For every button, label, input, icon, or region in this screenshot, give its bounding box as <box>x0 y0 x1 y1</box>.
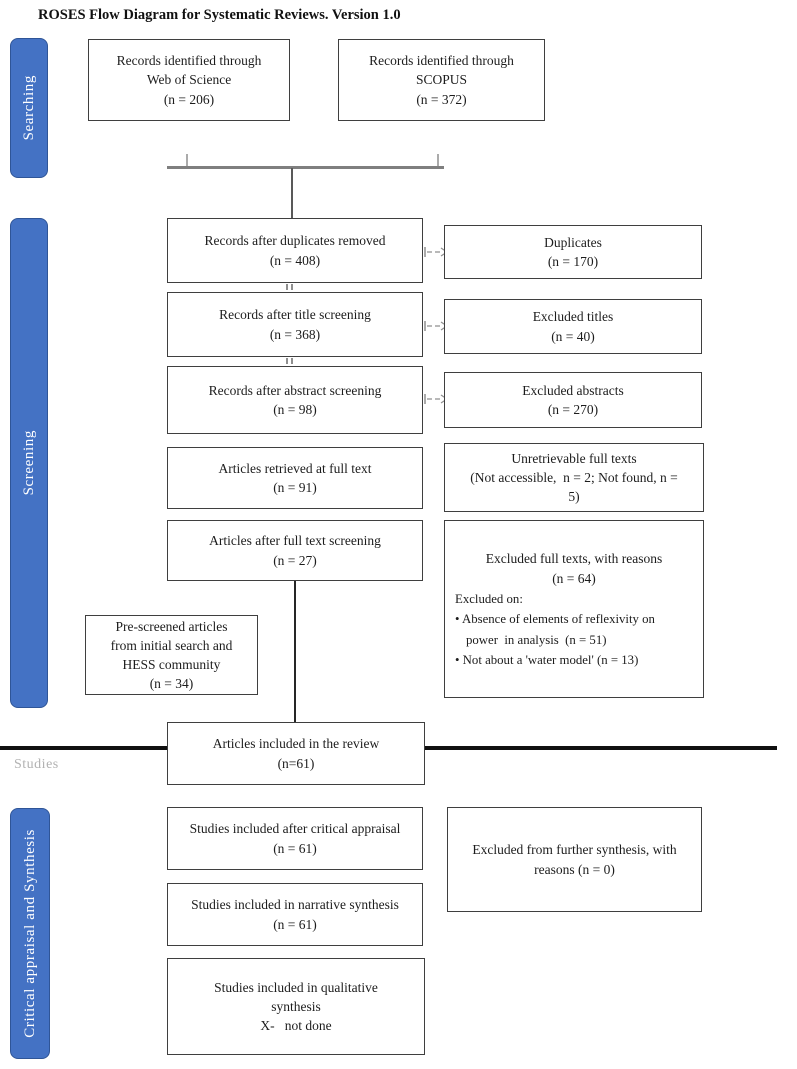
box-line: (n = 40) <box>551 328 595 344</box>
box-line: (Not accessible, n = 2; Not found, n = <box>470 469 678 485</box>
box-line: Excluded full texts, with reasons <box>485 551 663 567</box>
box-line: (n = 64) <box>552 570 596 586</box>
stage-bar-searching <box>10 38 48 178</box>
box-line: • Not about a 'water model' (n = 13) <box>455 652 639 667</box>
box-line: synthesis <box>271 998 321 1014</box>
box-line: Records identified through <box>116 53 262 69</box>
box-line: Articles included in the review <box>212 736 380 752</box>
box-line: Unretrievable full texts <box>511 450 637 466</box>
box-line: Excluded on: <box>455 592 523 607</box>
box-duplicates-removed <box>167 218 423 283</box>
box-line: Web of Science <box>146 72 232 88</box>
box-line: (n = 372) <box>416 91 467 107</box>
box-line: (n = 368) <box>269 326 321 342</box>
box-excluded-abstracts <box>444 372 702 428</box>
box-line: (n = 27) <box>273 552 317 568</box>
box-abstract-screening <box>167 366 423 434</box>
box-line: X- not done <box>260 1018 332 1034</box>
box-duplicates <box>444 225 702 279</box>
page-title: ROSES Flow Diagram for Systematic Reviews. Version 1.0 <box>38 7 401 23</box>
box-web-of-science <box>88 39 290 121</box>
box-line: Records after title screening <box>219 307 371 323</box>
stage-label-studies: Studies <box>14 757 59 772</box>
box-line: Excluded titles <box>532 309 614 325</box>
box-line: (n = 270) <box>547 402 599 417</box>
box-line: Articles after full text screening <box>209 533 381 549</box>
box-line: power in analysis (n = 51) <box>466 632 607 647</box>
box-line: (n = 98) <box>273 402 317 417</box>
box-line: (n=61) <box>277 755 315 771</box>
box-line: Pre-screened articles <box>115 618 228 634</box>
stage-label-screening: Screening <box>20 430 37 496</box>
box-line: (n = 170) <box>547 254 599 269</box>
box-excluded-titles <box>444 299 702 354</box>
box-line: Records after abstract screening <box>208 382 382 398</box>
box-line: (n = 34) <box>149 676 194 692</box>
box-excluded-full-texts <box>444 520 704 698</box>
box-line: Studies included after critical appraisal <box>189 821 401 837</box>
section-divider-right <box>425 746 777 750</box>
box-line: Articles retrieved at full text <box>218 460 372 476</box>
box-line: (n = 61) <box>273 916 317 932</box>
section-divider-left <box>0 746 167 750</box>
box-line: (n = 408) <box>269 252 321 268</box>
box-line: Duplicates <box>544 234 602 250</box>
box-narrative-synthesis <box>167 883 423 946</box>
box-full-text-retrieved <box>167 447 423 509</box>
box-line: • Absence of elements of reflexivity on <box>455 612 655 627</box>
stage-label-searching: Searching <box>20 75 37 141</box>
stage-bar-critical-appraisal <box>10 808 50 1059</box>
box-line: 5) <box>568 489 580 505</box>
box-full-text-screening <box>167 520 423 581</box>
broken-connector-icon <box>286 358 294 364</box>
box-line: HESS community <box>122 657 221 672</box>
box-title-screening <box>167 292 423 357</box>
box-line: reasons (n = 0) <box>534 861 615 877</box>
box-scopus <box>338 39 545 121</box>
connector-vertical-line <box>294 581 296 722</box>
box-line: Studies included in narrative synthesis <box>191 897 399 913</box>
box-line: (n = 61) <box>273 840 317 856</box>
stage-bar-screening <box>10 218 48 708</box>
box-included-in-review <box>167 722 425 785</box>
box-line: Excluded from further synthesis, with <box>472 842 677 858</box>
connector-vertical-line <box>291 168 293 218</box>
box-line: from initial search and <box>110 637 233 653</box>
connector-horizontal-line <box>167 166 444 169</box>
box-excluded-from-synthesis <box>447 807 702 912</box>
box-critical-appraisal <box>167 807 423 870</box>
box-line: Records after duplicates removed <box>204 233 386 249</box>
stage-label-critical-appraisal: Critical appraisal and Synthesis <box>21 829 38 1038</box>
box-pre-screened-articles <box>85 615 258 695</box>
box-line: Excluded abstracts <box>522 382 624 398</box>
box-qualitative-synthesis <box>167 958 425 1055</box>
box-unretrievable-full-texts <box>444 443 704 512</box>
box-line: (n = 91) <box>273 480 317 495</box>
box-line: (n = 206) <box>163 91 215 107</box>
broken-connector-icon <box>286 284 294 290</box>
box-line: Studies included in qualitative <box>214 979 378 995</box>
box-line: Records identified through <box>369 53 514 69</box>
box-line: SCOPUS <box>415 72 468 88</box>
